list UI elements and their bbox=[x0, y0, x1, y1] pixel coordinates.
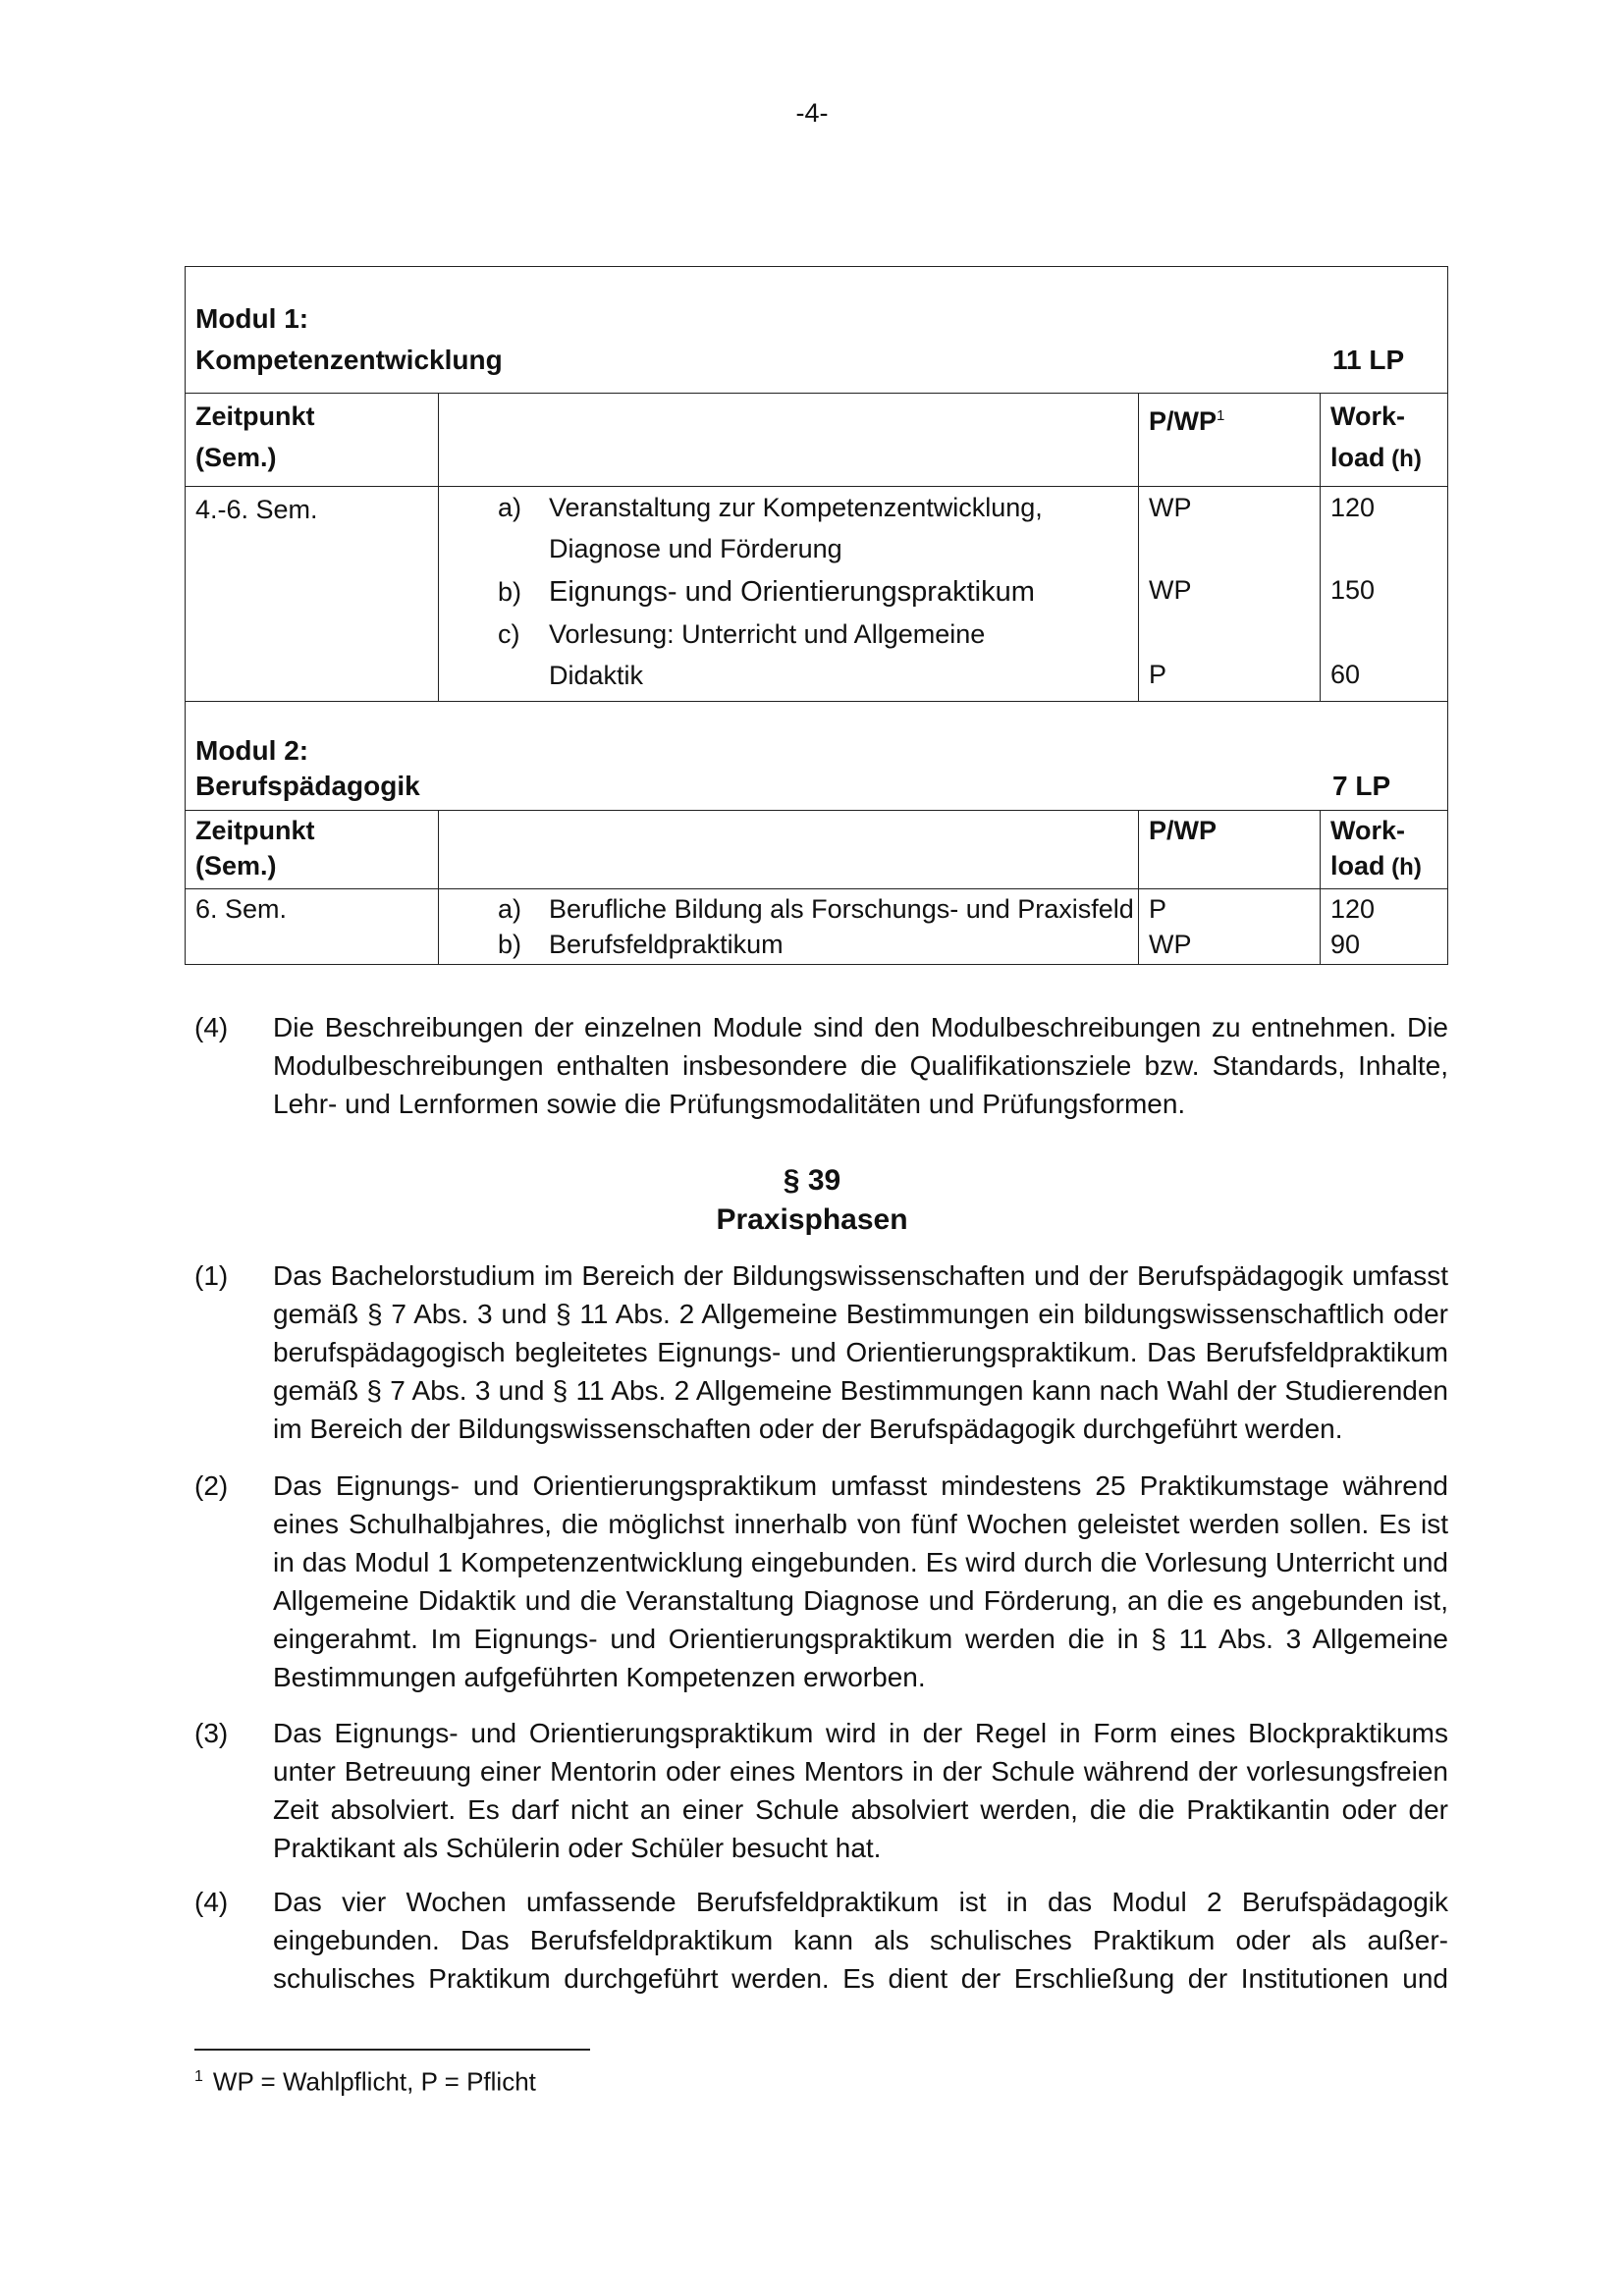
page-number: -4- bbox=[795, 98, 829, 128]
paragraph-number: (2) bbox=[194, 1470, 229, 1501]
workload-unit: (h) bbox=[1384, 854, 1422, 881]
item-label: c) bbox=[498, 619, 520, 649]
module-1-lp: 11 LP bbox=[1332, 345, 1405, 375]
paragraph-text: Die Beschreibungen der einzelnen Module sind den Modulbeschreibungen zu entnehmen. Die Modulbeschreibungen enthalten insbesondere die Qualifikationsziele bzw. Standards, Inhalte, Lehr- und Lernformen sowie die Prüfungsmodalitäten und Prüfungsformen. bbox=[273, 1012, 1448, 1119]
paragraph-number: (3) bbox=[194, 1718, 229, 1748]
zeitpunkt-label: Zeitpunkt bbox=[195, 401, 315, 431]
module-1-header-row bbox=[186, 394, 1447, 487]
pwp-label: P/WP bbox=[1149, 406, 1218, 436]
module-2-header-row bbox=[186, 811, 1447, 889]
paragraph-3 bbox=[194, 1714, 1448, 1867]
item-text: Eignungs- und Orientierungspraktikum bbox=[549, 576, 1035, 608]
module-2-lp: 7 LP bbox=[1332, 771, 1391, 801]
semester-value: 6. Sem. bbox=[195, 894, 288, 924]
workload-unit: (h) bbox=[1384, 446, 1422, 472]
module-2-pwp-col bbox=[1139, 889, 1321, 965]
module-1-title-name: Kompetenzentwicklung bbox=[195, 345, 503, 375]
module-2-title-row bbox=[186, 698, 1447, 811]
pwp-value: P bbox=[1149, 660, 1167, 689]
workload-value: 60 bbox=[1330, 660, 1361, 689]
paragraph-4 bbox=[194, 1883, 1448, 1998]
workload-label-2: load bbox=[1330, 851, 1385, 881]
footnote-divider bbox=[194, 2049, 590, 2051]
workload-value: 120 bbox=[1330, 493, 1376, 522]
footnote-marker: 1 bbox=[194, 2068, 203, 2085]
workload-value: 90 bbox=[1330, 930, 1361, 959]
item-text: Berufliche Bildung als Forschungs- und Praxisfeld bbox=[549, 894, 1134, 924]
module-1-title-row bbox=[186, 267, 1447, 394]
section-title: Praxisphasen bbox=[716, 1203, 908, 1236]
pwp-header bbox=[1139, 394, 1321, 486]
pwp-value: WP bbox=[1149, 493, 1192, 522]
paragraph-1 bbox=[194, 1256, 1448, 1448]
item-text: Vorlesung: Unterricht und Allgemeine bbox=[549, 619, 986, 649]
zeitpunkt-label: Zeitpunkt bbox=[195, 816, 315, 845]
paragraph-number: (4) bbox=[194, 1012, 229, 1042]
footnote bbox=[194, 2059, 536, 2100]
footnote-ref: 1 bbox=[1217, 407, 1225, 424]
header-empty-cell bbox=[439, 394, 1139, 486]
module-2-body-row bbox=[186, 889, 1447, 965]
paragraph-2 bbox=[194, 1467, 1448, 1696]
paragraph-number: (4) bbox=[194, 1887, 229, 1917]
header-empty-cell bbox=[439, 811, 1139, 888]
item-label: b) bbox=[498, 577, 522, 607]
workload-header bbox=[1321, 394, 1447, 486]
paragraph-text: Das Eignungs- und Orientierungspraktikum umfasst mindestens 25 Praktikumstage während eines Schulhalbjahres, die möglichst innerhalb von fünf Wochen geleistet werden sollen. Es ist in das Modul 1 Kompetenzentwicklung eingebunden. Es wird durch die Vorlesung Unterricht und Allgemeine Didaktik und die Veranstaltung Diagnose und Förderung, an die es angebunden ist, eingerahmt. Im Eignungs- und Orientierungspraktikum werden die in § 11 Abs. 3 Allgemeine Bestimmungen aufgeführten Kompetenzen erworben. bbox=[273, 1470, 1448, 1692]
pwp-label: P/WP bbox=[1149, 816, 1218, 845]
workload-value: 120 bbox=[1330, 894, 1376, 924]
list-item bbox=[498, 614, 1126, 696]
pwp-header bbox=[1139, 811, 1321, 888]
module-1-workload-col bbox=[1321, 487, 1447, 701]
item-label: a) bbox=[498, 493, 522, 522]
workload-value: 150 bbox=[1330, 575, 1376, 605]
item-label: a) bbox=[498, 894, 522, 924]
sem-label: (Sem.) bbox=[195, 443, 277, 472]
footnote-text: WP = Wahlpflicht, P = Pflicht bbox=[212, 2066, 536, 2097]
section-number: § 39 bbox=[783, 1164, 841, 1197]
paragraph-text: Das Eignungs- und Orientierungspraktikum wird in der Regel in Form eines Blockpraktikums unter Betreuung einer Mentorin oder eines Mentors in der Schule während der vorlesungsfreien Zeit absolviert. Es darf nicht an einer Schule absolviert werden, die die Praktikantin oder der Praktikant als Schülerin oder Schüler besucht hat. bbox=[273, 1718, 1448, 1863]
list-item bbox=[498, 891, 1134, 927]
pwp-value: WP bbox=[1149, 930, 1192, 959]
workload-header bbox=[1321, 811, 1447, 888]
zeitpunkt-header bbox=[186, 811, 439, 888]
module-2-title-number: Modul 2: bbox=[195, 735, 309, 766]
item-text-cont: Didaktik bbox=[549, 661, 644, 690]
list-item bbox=[498, 571, 1126, 613]
list-item bbox=[498, 487, 1126, 575]
item-text: Berufsfeldpraktikum bbox=[549, 930, 784, 959]
module-1-semester bbox=[186, 487, 439, 701]
module-1-body-row bbox=[186, 487, 1447, 702]
module-1-items bbox=[439, 487, 1139, 701]
workload-label-1: Work- bbox=[1330, 816, 1406, 845]
module-1-pwp-col bbox=[1139, 487, 1321, 701]
pwp-value: P bbox=[1149, 894, 1167, 924]
item-text: Veranstaltung zur Kompetenzentwicklung, Diagnose und Förderung bbox=[549, 493, 1043, 563]
item-label: b) bbox=[498, 930, 522, 959]
workload-label-2: load bbox=[1330, 443, 1385, 472]
sem-label: (Sem.) bbox=[195, 851, 277, 881]
paragraph-4-modules bbox=[194, 1008, 1448, 1123]
module-2-semester bbox=[186, 889, 439, 965]
workload-label-1: Work- bbox=[1330, 401, 1406, 431]
module-2-workload-col bbox=[1321, 889, 1447, 965]
module-1-table bbox=[185, 266, 1448, 699]
module-2-items bbox=[439, 889, 1139, 965]
paragraph-text: Das Bachelorstudium im Bereich der Bildungswissenschaften und der Berufspädagogik umfasst gemäß § 7 Abs. 3 und § 11 Abs. 2 Allgemeine Bestimmungen ein bildungswissenschaftlich oder berufspädagogisch begleitetes Eignungs- und Orientierungspraktikum. Das Berufsfeldpraktikum gemäß § 7 Abs. 3 und § 11 Abs. 2 Allgemeine Bestimmungen kann nach Wahl der Studierenden im Bereich der Bildungswissenschaften oder der Berufspädagogik durchgeführt werden. bbox=[273, 1260, 1448, 1444]
paragraph-number: (1) bbox=[194, 1260, 229, 1291]
module-1-title-number: Modul 1: bbox=[195, 303, 309, 334]
paragraph-text: Das vier Wochen umfassende Berufsfeldpraktikum ist in das Modul 2 Berufspädagogik eingebunden. Das Berufsfeldpraktikum kann als schulisches Praktikum oder als außer-schulisches Praktikum durchgeführt werden. Es dient der Erschließung der Institutionen und bbox=[273, 1887, 1448, 1994]
module-2-table bbox=[185, 698, 1448, 965]
list-item bbox=[498, 927, 1126, 962]
pwp-value: WP bbox=[1149, 575, 1192, 605]
zeitpunkt-header bbox=[186, 394, 439, 486]
module-2-title-name: Berufspädagogik bbox=[195, 771, 420, 801]
semester-value: 4.-6. Sem. bbox=[195, 495, 318, 524]
